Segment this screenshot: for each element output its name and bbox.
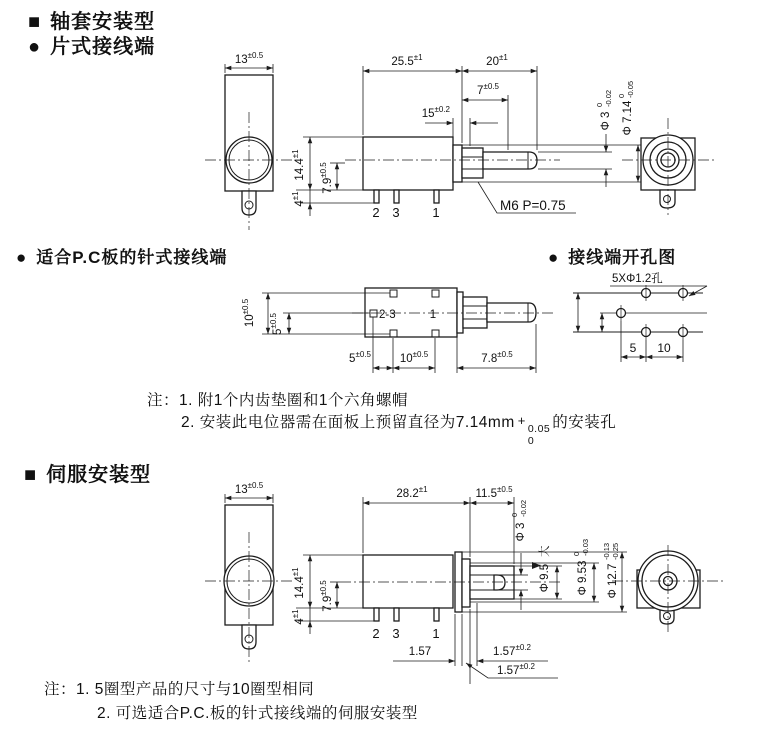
section-title-text: 接线端开孔图 bbox=[568, 248, 677, 267]
note1-line2-suffix: 的安装孔 bbox=[552, 414, 617, 431]
hole-pattern-view bbox=[573, 271, 707, 362]
dim-4-label: $4^{\pm 1}$ bbox=[291, 609, 306, 625]
svg-text:Φ 9.53: Φ 9.53 bbox=[577, 560, 589, 596]
tolerance-upper: 0.05 bbox=[527, 423, 551, 435]
dim-28-2-label: $28.2^{\pm 1}$ bbox=[396, 485, 428, 500]
shaft-sleeve bbox=[470, 566, 514, 599]
thread-callout bbox=[478, 182, 576, 213]
dia-7-14-label bbox=[617, 81, 635, 135]
dim-7-9-label: $7.9^{\pm 0.5}$ bbox=[319, 162, 334, 194]
dim-1-57-a-label: 1.57 bbox=[408, 646, 432, 658]
tolerance-stack bbox=[528, 424, 550, 447]
dia-3-label bbox=[595, 90, 613, 131]
circle-bullet-icon: ● bbox=[548, 248, 560, 267]
dim-14-4-label: $14.4^{\pm 1}$ bbox=[291, 567, 306, 599]
shaft-tip bbox=[494, 575, 505, 590]
threaded-shaft bbox=[483, 152, 537, 169]
note1-line2 bbox=[181, 410, 616, 447]
dim-1-57-c-label: $1.57^{\pm 0.2}$ bbox=[497, 662, 535, 677]
hole-dim-10-label: 10 bbox=[657, 341, 671, 355]
dim-15-label: $15^{\pm 0.2}$ bbox=[421, 105, 450, 120]
svg-text:Φ 9.5: Φ 9.5 bbox=[539, 563, 551, 593]
threaded-shaft bbox=[487, 303, 536, 322]
mounting-tab bbox=[660, 190, 675, 208]
dim-7-label: $7^{\pm 0.5}$ bbox=[477, 82, 499, 97]
dia-9-53-label bbox=[572, 539, 590, 595]
tolerance-plus-sign: + bbox=[517, 413, 526, 428]
svg-text:Φ 3: Φ 3 bbox=[515, 522, 527, 542]
hole-pattern-dimensions bbox=[621, 321, 683, 362]
dim-5h-label: $5^{\pm 0.5}$ bbox=[349, 350, 371, 365]
note1-line1: 注：1. 附1个内齿垫圈和1个六角螺帽 bbox=[147, 392, 408, 409]
pot-body bbox=[363, 137, 453, 190]
svg-text:-0.02: -0.02 bbox=[604, 89, 613, 107]
note1-line2-text: 2. 安装此电位器需在面板上预留直径为7.14mm bbox=[181, 414, 515, 431]
pin-1-label: 1 bbox=[432, 626, 440, 641]
bushing-main-view bbox=[291, 53, 643, 220]
pin-2-label: 2 bbox=[372, 205, 380, 220]
bushing-flange bbox=[453, 145, 462, 182]
dim-20-label: $20^{\pm 1}$ bbox=[486, 53, 508, 68]
dim-10v-label: $10^{\pm 0.5}$ bbox=[241, 298, 256, 328]
pin-3-label: 3 bbox=[392, 626, 400, 641]
tolerance-lower: 0 bbox=[527, 434, 535, 447]
bushing-left-dimensions bbox=[291, 137, 374, 216]
pin-1-label: 1 bbox=[429, 309, 437, 321]
pcpin-view bbox=[241, 288, 556, 373]
svg-text:Φ 12.7: Φ 12.7 bbox=[607, 563, 619, 599]
svg-text:0: 0 bbox=[510, 512, 519, 517]
dim-25-5-label: $25.5^{\pm 1}$ bbox=[391, 53, 423, 68]
section-title-holes bbox=[548, 243, 676, 268]
dim-1-57-b-label: $1.57^{\pm 0.2}$ bbox=[493, 643, 531, 658]
dim-11-5-label: $11.5^{\pm 0.5}$ bbox=[475, 485, 513, 500]
dim-13 bbox=[225, 481, 273, 503]
section-title-servo bbox=[24, 458, 151, 487]
bushing-top-dimensions bbox=[363, 53, 537, 150]
section-title-text: 轴套安装型 bbox=[50, 11, 156, 33]
dim-7-8-label: $7.8^{\pm 0.5}$ bbox=[481, 350, 513, 365]
pin-1-label: 1 bbox=[432, 205, 440, 220]
servo-main-view bbox=[291, 485, 627, 684]
pin bbox=[394, 190, 399, 203]
svg-text:-0.02: -0.02 bbox=[519, 499, 528, 517]
pins-2-3-label: 2-3 bbox=[379, 309, 396, 321]
svg-text:-0.05: -0.05 bbox=[626, 80, 635, 98]
section-title-text: 伺服安装型 bbox=[46, 464, 152, 486]
dia-12-7-label bbox=[602, 543, 620, 598]
square-bullet-icon: ■ bbox=[24, 464, 38, 486]
circle-bullet-icon: ● bbox=[28, 36, 42, 58]
pin-2-label: 2 bbox=[372, 626, 380, 641]
svg-text:Φ 7.14: Φ 7.14 bbox=[622, 100, 634, 136]
servo-left-dimensions bbox=[291, 555, 374, 634]
bushing-front-view bbox=[622, 118, 714, 215]
dim-13-label: $13^{\pm 0.5}$ bbox=[234, 51, 264, 66]
dim-4-label: $4^{\pm 1}$ bbox=[291, 191, 306, 207]
note2-line2: 2. 可选适合P.C.板的针式接线端的伺服安装型 bbox=[97, 705, 418, 722]
note2-line1: 注：1. 5圈型产品的尺寸与10圈型相同 bbox=[44, 681, 315, 698]
svg-text:-0.13: -0.13 bbox=[602, 542, 611, 560]
svg-text:大: 大 bbox=[539, 545, 551, 557]
dim-13 bbox=[225, 51, 273, 73]
square-bullet-icon: ■ bbox=[28, 11, 42, 33]
svg-text:-0.03: -0.03 bbox=[581, 538, 590, 556]
pin bbox=[434, 190, 439, 203]
dim-13-label: $13^{\pm 0.5}$ bbox=[234, 481, 264, 496]
bushing-shaft-diameters bbox=[462, 81, 643, 187]
hole-dim-5-label: 5 bbox=[629, 341, 637, 355]
servo-flange-thickness-dimensions bbox=[393, 603, 558, 684]
section-title-text: 适合P.C板的针式接线端 bbox=[36, 248, 228, 267]
dia-3-label bbox=[510, 500, 528, 542]
dim-10h-label: $10^{\pm 0.5}$ bbox=[399, 350, 429, 365]
dim-5v-label: $5^{\pm 0.5}$ bbox=[269, 313, 284, 335]
servo-front-view bbox=[611, 542, 724, 634]
servo-side-view bbox=[205, 481, 293, 664]
section-title-text: 片式接线端 bbox=[50, 36, 156, 58]
svg-text:-0.25: -0.25 bbox=[611, 542, 620, 560]
hex-nut bbox=[462, 148, 483, 178]
svg-text:0: 0 bbox=[572, 551, 581, 556]
pin-3-label: 3 bbox=[392, 205, 400, 220]
section-title-chip-terminal bbox=[28, 30, 155, 59]
svg-text:0: 0 bbox=[617, 93, 626, 98]
hole-callout bbox=[610, 271, 707, 296]
dim-7-9-label: $7.9^{\pm 0.5}$ bbox=[319, 580, 334, 612]
thread-label: M6 P=0.75 bbox=[500, 198, 566, 213]
section-title-pcpin bbox=[16, 243, 227, 268]
circle-bullet-icon: ● bbox=[16, 248, 28, 267]
pin bbox=[394, 608, 399, 621]
pin bbox=[374, 608, 379, 621]
pin bbox=[374, 190, 379, 203]
svg-text:0: 0 bbox=[595, 102, 604, 107]
pin bbox=[434, 608, 439, 621]
servo-flange-2 bbox=[462, 559, 470, 607]
hole-size-label: 5XΦ1.2孔 bbox=[612, 273, 663, 285]
pot-body bbox=[363, 555, 453, 608]
svg-text:Φ 3: Φ 3 bbox=[600, 111, 612, 131]
dim-14-4-label: $14.4^{\pm 1}$ bbox=[291, 149, 306, 181]
bushing-side-view bbox=[205, 51, 293, 230]
